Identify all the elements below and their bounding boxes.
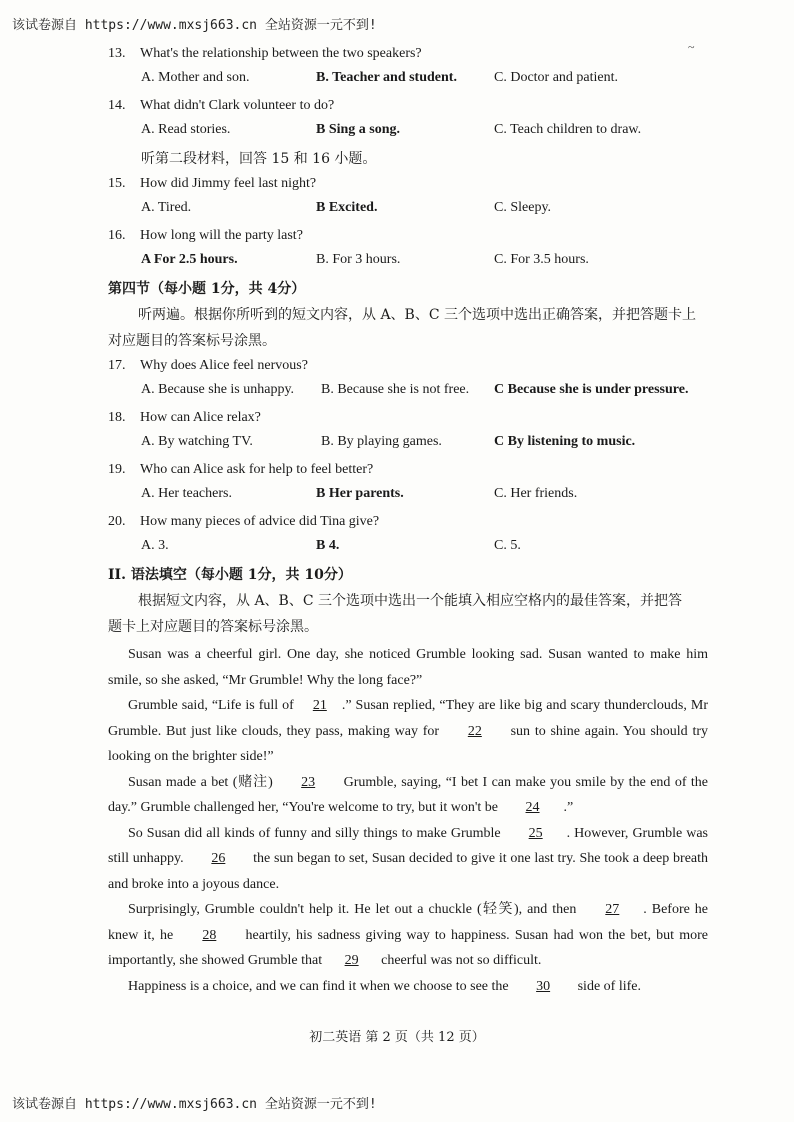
option-b: B. By playing games. [321, 434, 442, 449]
option-c: C. Her friends. [494, 486, 578, 501]
option-a: A. By watching TV. [141, 434, 253, 449]
question-text: How can Alice relax? [140, 410, 261, 425]
passage-paragraph-2: Grumble said, “Life is full of 21 .” Susan replied, “They are like big and scary thunderclouds, Mr Grumble. But just like clouds, they pass, making way for 22 sun to shine again. You should try looking on the brighter side!” [108, 693, 708, 770]
question-text: What didn't Clark volunteer to do? [140, 98, 335, 113]
option-b: B. Because she is not free. [321, 382, 470, 397]
exam-content [108, 42, 708, 999]
blank-22: 22 [467, 723, 482, 739]
option-a: A. Her teachers. [141, 486, 232, 501]
option-a: A. Read stories. [141, 122, 231, 137]
part-2-title: II. 语法填空（每小题 1分，共 10分） [108, 567, 352, 583]
section-4-title: 第四节（每小题 1分，共 4分） [108, 281, 306, 297]
option-a: A For 2.5 hours. [141, 252, 238, 267]
corner-mark: ~ [688, 40, 695, 54]
option-c: C Because she is under pressure. [494, 382, 689, 397]
option-c: C. For 3.5 hours. [494, 252, 589, 267]
blank-25: 25 [528, 825, 543, 841]
question-text: How long will the party last? [140, 228, 303, 243]
blank-27: 27 [605, 902, 620, 917]
option-c: C. 5. [494, 538, 521, 553]
section-4-instruction-cont: 对应题目的答案标号涂黑。 [108, 333, 276, 349]
passage-paragraph-1: Susan was a cheerful girl. One day, she noticed Grumble looking sad. Susan wanted to make him smile, so she asked, “Mr Grumble! Why the long face?” [108, 647, 708, 688]
option-b: B Her parents. [316, 486, 404, 501]
option-c: C. Teach children to draw. [494, 122, 642, 137]
question-text: Who can Alice ask for help to feel better? [140, 462, 374, 477]
blank-21: 21 [312, 698, 327, 713]
question-15: 15. How did Jimmy feel last night? A. Tired. B Excited. C. Sleepy. [108, 176, 552, 215]
watermark-bottom: 该试卷源自 https://www.mxsj663.cn 全站资源一元不到! [12, 1097, 377, 1112]
part-2-instruction: 根据短文内容，从 A、B、C 三个选项中选出一个能填入相应空格内的最佳答案，并把答 [138, 593, 683, 609]
blank-26: 26 [211, 851, 226, 866]
question-19: 19. Who can Alice ask for help to feel better? A. Her teachers. B Her parents. C. Her friends. [108, 462, 578, 501]
passage-paragraph-4: So Susan did all kinds of funny and silly things to make Grumble 25 . However, Grumble was still unhappy. 26 the sun began to set, Susan decided to give it one last try. She took a deep breath and broke into a joyous dance. [108, 821, 708, 898]
option-a: A. Because she is unhappy. [141, 382, 295, 397]
question-16: 16. How long will the party last? A For 2.5 hours. B. For 3 hours. C. For 3.5 hours. [108, 228, 589, 267]
option-c: C By listening to music. [494, 434, 636, 449]
option-b: B Excited. [316, 200, 378, 215]
question-text: What's the relationship between the two speakers? [140, 46, 422, 61]
page-footer: 初二英语 第 2 页（共 12 页） [309, 1030, 485, 1045]
option-c: C. Doctor and patient. [494, 70, 619, 85]
instruction-15-16: 听第二段材料，回答 15 和 16 小题。 [141, 151, 377, 167]
question-text: Why does Alice feel nervous? [140, 358, 308, 373]
section-4-instruction: 听两遍。根据你所听到的短文内容，从 A、B、C 三个选项中选出正确答案，并把答题卡上 [138, 307, 697, 323]
question-text: How did Jimmy feel last night? [140, 176, 317, 191]
blank-24: 24 [525, 800, 540, 815]
question-13: 13. What's the relationship between the two speakers? A. Mother and son. B. Teacher and student. C. Doctor and patient. [108, 46, 619, 85]
option-b: B. For 3 hours. [316, 252, 401, 267]
option-b: B. Teacher and student. [316, 70, 457, 85]
question-20: 20. How many pieces of advice did Tina give? A. 3. B 4. C. 5. [108, 514, 521, 553]
option-a: A. Mother and son. [141, 70, 250, 85]
blank-29: 29 [344, 953, 359, 968]
question-17: 17. Why does Alice feel nervous? A. Because she is unhappy. B. Because she is not free. C Because she is under pressure. [108, 358, 689, 397]
option-b: B 4. [316, 538, 340, 553]
passage-paragraph-6: Happiness is a choice, and we can find it when we choose to see the 30 side of life. [108, 974, 708, 1000]
question-text: How many pieces of advice did Tina give? [140, 514, 380, 529]
watermark-top: 该试卷源自 https://www.mxsj663.cn 全站资源一元不到! [12, 18, 377, 33]
blank-28: 28 [202, 927, 217, 943]
option-a: A. Tired. [141, 200, 192, 215]
blank-23: 23 [301, 774, 316, 790]
question-14: 14. What didn't Clark volunteer to do? A. Read stories. B Sing a song. C. Teach children to draw. [108, 98, 642, 137]
passage-paragraph-5: Surprisingly, Grumble couldn't help it. He let out a chuckle (轻笑), and then 27 . Before he knew it, he 28 heartily, his sadness giving way to happiness. Susan had won the bet, but more importantly, she showed Grumble that 29 cheerful was not so difficult. [108, 897, 708, 974]
option-a: A. 3. [141, 538, 169, 553]
blank-30: 30 [536, 978, 551, 994]
part-2-instruction-cont: 题卡上对应题目的答案标号涂黑。 [108, 619, 318, 635]
passage-paragraph-3: Susan made a bet (赌注) 23 Grumble, saying, “I bet I can make you smile by the end of the day.” Grumble challenged her, “You're welcome to try, but it won't be 24 .” [108, 770, 708, 821]
option-b: B Sing a song. [316, 122, 401, 137]
question-18: 18. How can Alice relax? A. By watching TV. B. By playing games. C By listening to music. [108, 410, 636, 449]
option-c: C. Sleepy. [494, 200, 552, 215]
cloze-passage [108, 642, 708, 999]
